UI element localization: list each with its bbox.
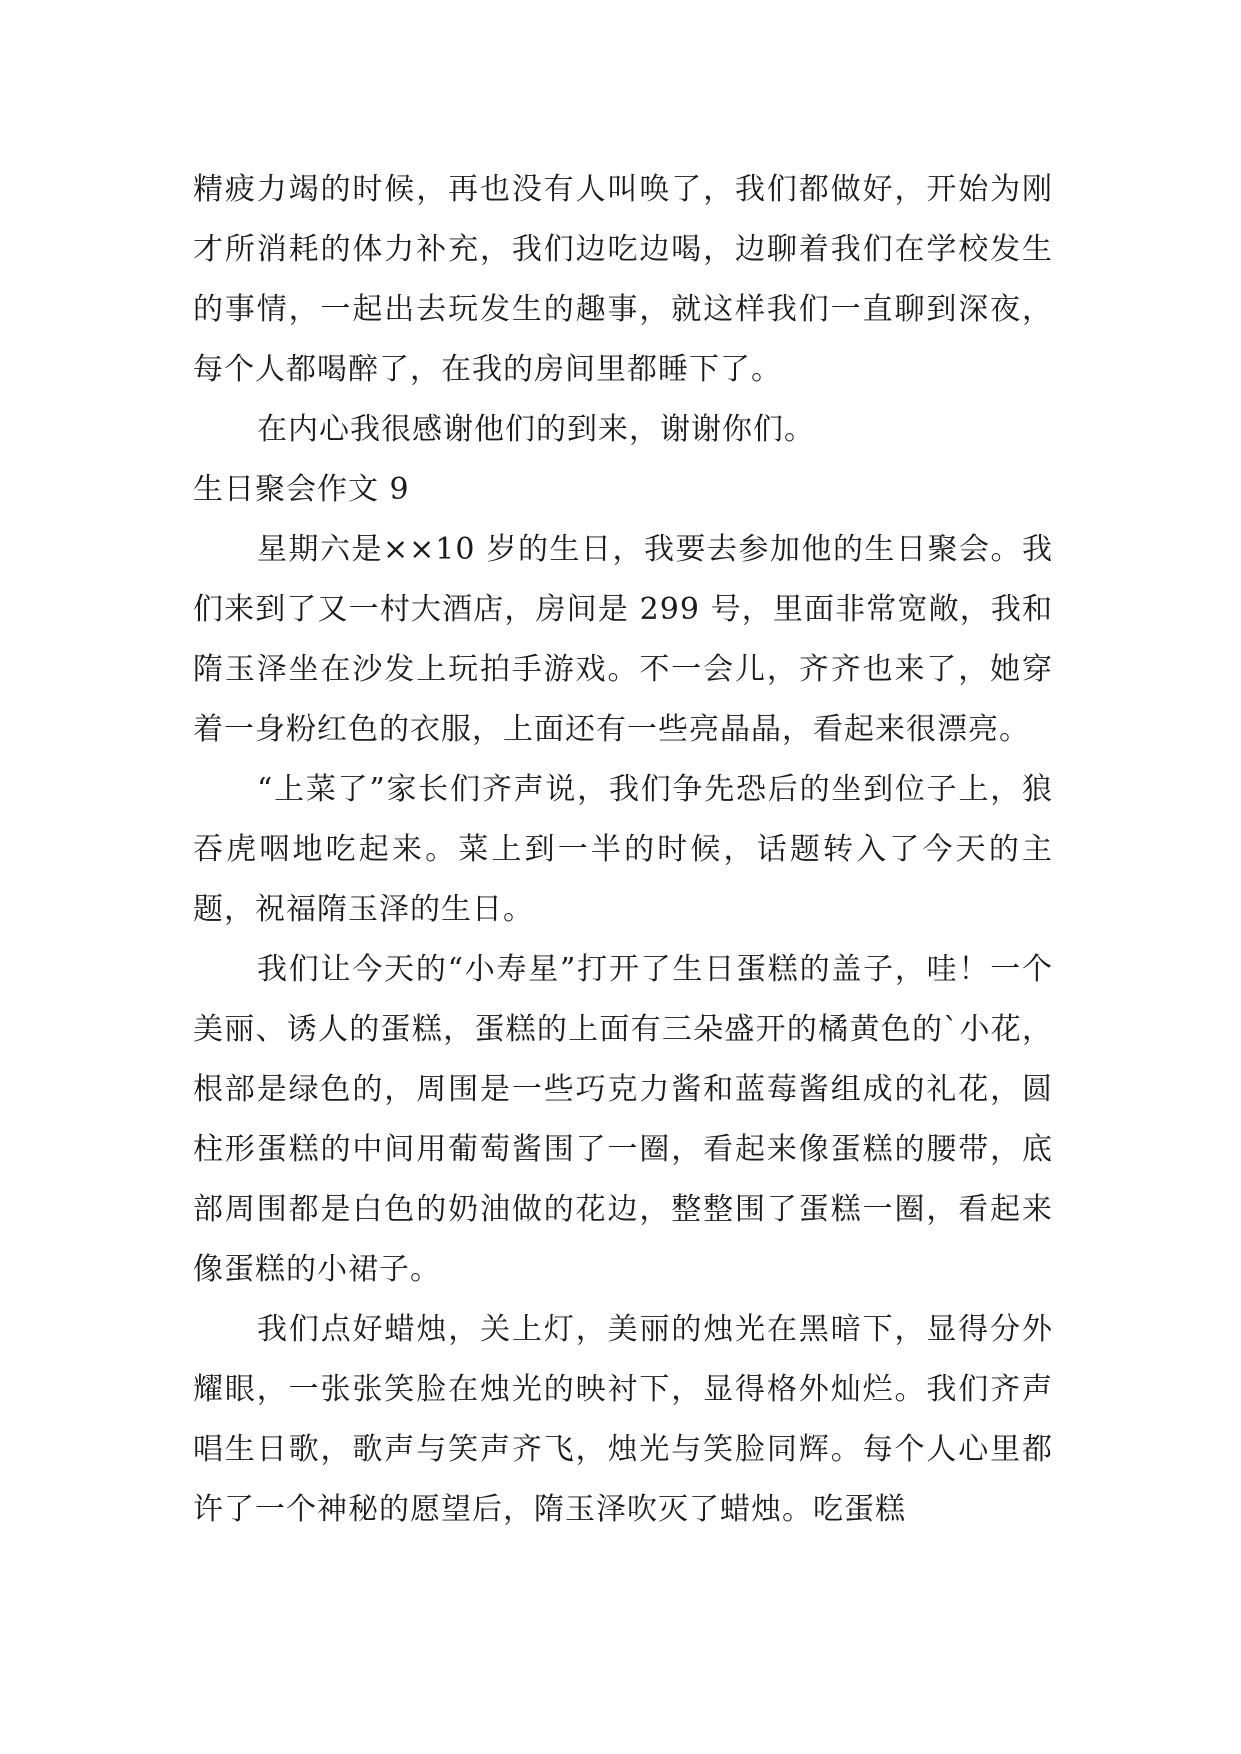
paragraph-serving: “上菜了”家长们齐声说，我们争先恐后的坐到位子上，狼吞虎咽地吃起来。菜上到一半的时候，话题转入了今天的主题，祝福隋玉泽的生日。 bbox=[193, 772, 1053, 927]
section-title: 生日聚会作文 9 bbox=[193, 472, 410, 507]
paragraph-cake: 我们让今天的“小寿星”打开了生日蛋糕的盖子，哇！一个美丽、诱人的蛋糕，蛋糕的上面有三朵盛开的橘黄色的`小花，根部是绿色的，周围是一些巧克力酱和蓝莓酱组成的礼花，圆柱形蛋糕的中间用葡萄酱围了一圈，看起来像蛋糕的腰带，底部周围都是白色的奶油做的花边，整整围了蛋糕一圈，看起来像蛋糕的小裙子。 bbox=[193, 952, 1053, 1287]
document-body bbox=[193, 160, 1053, 1540]
paragraph-continuation: 精疲力竭的时候，再也没有人叫唤了，我们都做好，开始为刚才所消耗的体力补充，我们边吃边喝，边聊着我们在学校发生的事情，一起出去玩发生的趣事，就这样我们一直聊到深夜，每个人都喝醉了，在我的房间里都睡下了。 bbox=[193, 172, 1053, 387]
paragraph-thanks: 在内心我很感谢他们的到来，谢谢你们。 bbox=[257, 412, 815, 447]
paragraph-saturday: 星期六是××10 岁的生日，我要去参加他的生日聚会。我们来到了又一村大酒店，房间是 299 号，里面非常宽敞，我和隋玉泽坐在沙发上玩拍手游戏。不一会儿，齐齐也来了，她穿着一身粉红色的衣服，上面还有一些亮晶晶，看起来很漂亮。 bbox=[193, 532, 1053, 747]
paragraph-candles: 我们点好蜡烛，关上灯，美丽的烛光在黑暗下，显得分外耀眼，一张张笑脸在烛光的映衬下，显得格外灿烂。我们齐声唱生日歌，歌声与笑声齐飞，烛光与笑脸同辉。每个人心里都许了一个神秘的愿望后，隋玉泽吹灭了蜡烛。吃蛋糕 bbox=[193, 1312, 1053, 1527]
